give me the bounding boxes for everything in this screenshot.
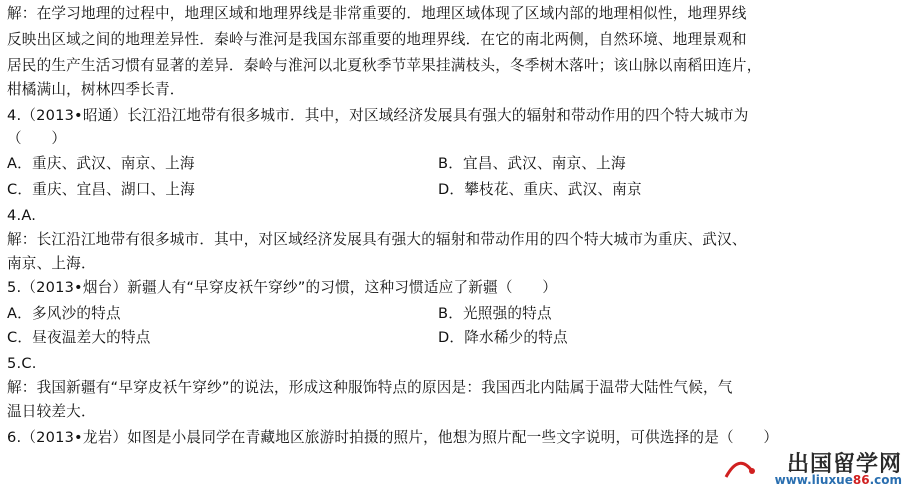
question-4-option-d: D．攀枝花、重庆、武汉、南京	[438, 181, 642, 198]
question-4-options-row-2	[0, 180, 912, 200]
question-4-option-c: C．重庆、宜昌、湖口、上海	[7, 181, 195, 198]
answer-5-line-2: 温日较差大．	[7, 403, 96, 420]
answer-5-key: 5.C.	[7, 355, 37, 372]
question-5-options-row-1	[0, 304, 912, 324]
question-6-stem: 6.（2013•龙岩）如图是小晨同学在青藏地区旅游时拍摄的照片，他想为照片配一些文字说明，可供选择的是（ ）	[7, 429, 779, 446]
watermark-title: 出国留学网	[786, 452, 902, 477]
question-5-option-b: B．光照强的特点	[438, 305, 552, 322]
site-watermark	[716, 447, 906, 491]
question-4-blank: （ ）	[7, 130, 67, 147]
question-5-options-row-2	[0, 328, 912, 348]
answer-3-line-2: 反映出区域之间的地理差异性．秦岭与淮河是我国东部重要的地理界线．在它的南北两侧，自然环境、地理景观和	[7, 31, 747, 48]
watermark-logo-icon	[722, 451, 756, 485]
answer-3-line-3: 居民的生产生活习惯有显著的差异．秦岭与淮河以北夏秋季节苹果挂满枝头，冬季树木落叶；该山脉以南稻田连片，	[7, 57, 762, 74]
question-4-option-b: B．宜昌、武汉、南京、上海	[438, 155, 626, 172]
question-5-stem: 5.（2013•烟台）新疆人有“早穿皮袄午穿纱”的习惯，这种习惯适应了新疆（ ）	[7, 279, 557, 296]
answer-4-key: 4.A.	[7, 207, 37, 224]
watermark-url: www.liuxue86.com	[774, 473, 902, 487]
answer-3-line-1: 解：在学习地理的过程中，地理区域和地理界线是非常重要的．地理区域体现了区域内部的地理相似性，地理界线	[7, 5, 747, 22]
answer-3-line-4: 柑橘满山，树林四季长青．	[7, 81, 185, 98]
answer-5-line-1: 解：我国新疆有“早穿皮袄午穿纱”的说法，形成这种服饰特点的原因是：我国西北内陆属于温带大陆性气候，气	[7, 379, 733, 396]
question-5-option-d: D．降水稀少的特点	[438, 329, 568, 346]
question-4-option-a: A．重庆、武汉、南京、上海	[7, 155, 195, 172]
answer-4-line-2: 南京、上海．	[7, 255, 96, 272]
question-4-stem: 4.（2013•昭通）长江沿江地带有很多城市．其中，对区域经济发展具有强大的辐射和带动作用的四个特大城市为	[7, 107, 749, 124]
question-5-option-c: C．昼夜温差大的特点	[7, 329, 151, 346]
answer-4-line-1: 解：长江沿江地带有很多城市．其中，对区域经济发展具有强大的辐射和带动作用的四个特大城市为重庆、武汉、	[7, 231, 747, 248]
question-4-options-row-1	[0, 154, 912, 174]
question-5-option-a: A．多风沙的特点	[7, 305, 121, 322]
